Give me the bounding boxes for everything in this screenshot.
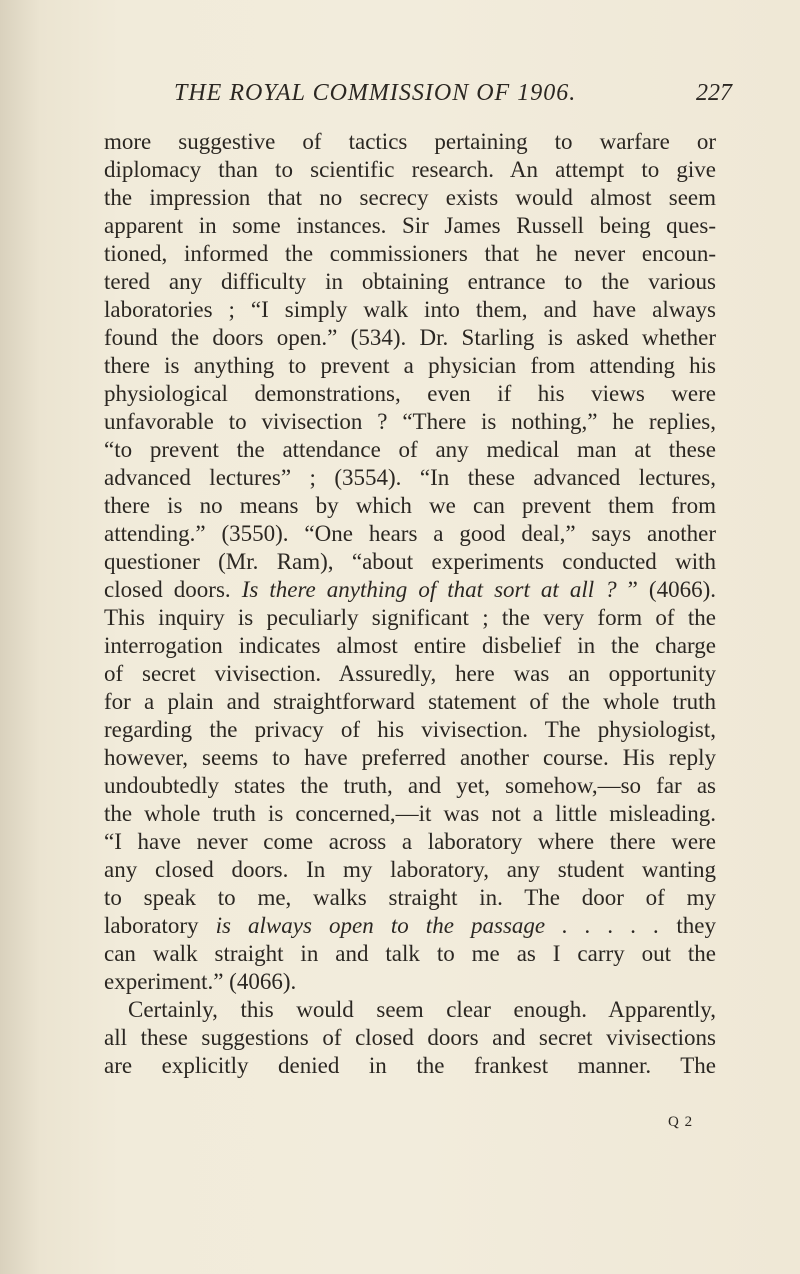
text-line: tioned, informed the commissioners that he never encoun- [104, 241, 716, 266]
text-line: any closed doors. In my laboratory, any student wanting [104, 857, 716, 882]
text-line [104, 912, 716, 940]
text-run: closed doors. [104, 577, 242, 602]
text-line: physiological demonstrations, even if his views were [104, 381, 716, 406]
page-number: 227 [696, 80, 732, 106]
text-line: all these suggestions of closed doors and secret vivisections [104, 1025, 716, 1050]
text-line: unfavorable to vivisection ? “There is nothing,” he replies, [104, 409, 716, 434]
text-line: for a plain and straightforward statement of the whole truth [104, 689, 716, 714]
text-line: tered any difficulty in obtaining entrance to the various [104, 269, 716, 294]
text-run: they [659, 913, 716, 938]
text-line: apparent in some instances. Sir James Russell being ques- [104, 213, 716, 238]
italic-quote: Is there anything of that sort at all ? [241, 577, 617, 602]
text-line: the impression that no secrecy exists would almost seem [104, 185, 716, 210]
text-line: regarding the privacy of his vivisection. The physiologist, [104, 717, 716, 742]
text-line: the whole truth is concerned,—it was not a little misleading. [104, 801, 716, 826]
page-header [150, 80, 732, 116]
text-line: experiment.” (4066). [104, 969, 297, 994]
text-line: there is anything to prevent a physician from attending his [104, 353, 716, 378]
text-line: more suggestive of tactics pertaining to warfare or [104, 129, 716, 154]
signature-mark: Q 2 [668, 1114, 694, 1130]
italic-quote: is always open to the passage . . . . . [215, 913, 660, 938]
text-line: undoubtedly states the truth, and yet, somehow,—so far as [104, 773, 716, 798]
text-line: diplomacy than to scientific research. An attempt to give [104, 157, 716, 182]
text-line: found the doors open.” (534). Dr. Starling is asked whether [104, 325, 716, 350]
text-line: interrogation indicates almost entire disbelief in the charge [104, 633, 716, 658]
text-line [104, 576, 716, 604]
text-line: are explicitly denied in the frankest manner. The [104, 1053, 716, 1078]
text-line: “I have never come across a laboratory where there were [104, 829, 716, 854]
text-line: questioner (Mr. Ram), “about experiments conducted with [104, 549, 716, 574]
text-line: to speak to me, walks straight in. The door of my [104, 885, 716, 910]
text-line: attending.” (3550). “One hears a good deal,” says another [104, 521, 716, 546]
text-line: however, seems to have preferred another course. His reply [104, 745, 716, 770]
text-line: This inquiry is peculiarly significant ; the very form of the [104, 605, 716, 630]
text-run: laboratory [104, 913, 216, 938]
text-line: laboratories ; “I simply walk into them, and have always [104, 297, 716, 322]
text-line: there is no means by which we can prevent them from [104, 493, 716, 518]
running-title: THE ROYAL COMMISSION OF 1906. [174, 80, 577, 106]
body-text [104, 128, 716, 1080]
text-line: “to prevent the attendance of any medical man at these [104, 437, 716, 462]
text-line: can walk straight in and talk to me as I carry out the [104, 941, 716, 966]
text-line: of secret vivisection. Assuredly, here was an opportunity [104, 661, 716, 686]
text-line: advanced lectures” ; (3554). “In these advanced lectures, [104, 465, 716, 490]
text-run: ” (4066). [616, 577, 716, 602]
text-line: Certainly, this would seem clear enough. Apparently, [128, 997, 716, 1022]
